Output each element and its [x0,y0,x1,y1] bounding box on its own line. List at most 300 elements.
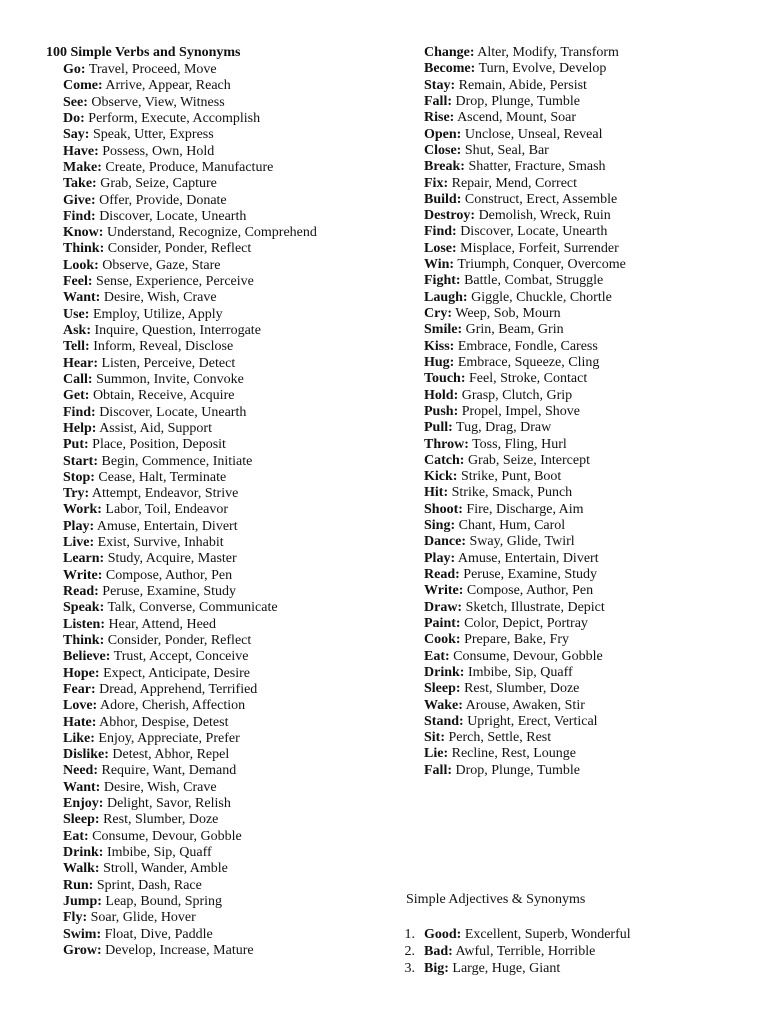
verb-entry [63,731,317,747]
verb-entry [63,551,317,567]
verb-entry [424,763,626,779]
verb-term: Come: [63,78,103,94]
verb-entry [424,45,626,61]
verb-term: Find: [424,224,457,240]
verb-synonyms: Compose, Author, Pen [105,567,233,583]
verb-entry [63,144,317,160]
verb-synonyms: Embrace, Fondle, Caress [457,338,598,354]
verb-synonyms: Giggle, Chuckle, Chortle [471,289,612,305]
verb-synonyms: Consider, Ponder, Reflect [107,241,252,257]
verb-synonyms: Possess, Own, Hold [102,143,215,159]
verb-synonyms: Hear, Attend, Heed [108,616,217,632]
verb-entry [63,454,317,470]
verb-synonyms: Arrive, Appear, Reach [105,78,231,94]
verb-entry [424,632,626,648]
verb-synonyms: Discover, Locate, Unearth [99,208,247,224]
verb-term: Play: [63,518,95,534]
verb-term: Jump: [63,893,102,909]
verb-synonyms: Create, Produce, Manufacture [105,159,274,175]
verb-synonyms: Grab, Seize, Intercept [467,452,590,468]
verb-entry [63,568,317,584]
verb-synonyms: Arouse, Awaken, Stir [465,697,585,713]
verb-entry [63,796,317,812]
verb-entry [63,437,317,453]
verb-term: Try: [63,486,90,502]
verb-synonyms: Imbibe, Sip, Quaff [106,845,212,860]
verb-synonyms: Labor, Toil, Endeavor [105,502,228,518]
verb-synonyms: Require, Want, Demand [101,763,237,779]
verb-synonyms: Peruse, Examine, Study [102,584,237,599]
verb-synonyms: Inquire, Question, Interrogate [94,323,261,338]
verb-synonyms: Embrace, Squeeze, Cling [457,354,600,370]
verb-synonyms: Sense, Experience, Perceive [96,274,254,290]
verb-term: Break: [424,159,465,175]
verb-entry [424,616,626,632]
verb-term: Sing: [424,518,456,534]
verb-entry [63,894,317,910]
list-number: 2. [404,944,415,959]
verb-term: Fall: [424,762,452,778]
verb-term: Paint: [424,615,461,631]
verb-synonyms: Travel, Proceed, Move [88,62,217,77]
verb-synonyms: Recline, Rest, Lounge [451,746,577,762]
verb-term: Have: [63,143,99,159]
verb-entry [424,290,626,306]
verb-term: Push: [424,403,459,419]
verb-synonyms: Demolish, Wreck, Ruin [478,208,611,224]
verb-term: Stand: [424,713,464,729]
verb-entry [63,339,317,355]
verb-entry [63,519,317,535]
verb-term: Call: [63,371,93,387]
verb-synonyms: Prepare, Bake, Fry [464,632,570,648]
verb-term: Help: [63,420,97,436]
adjective-entry [404,926,631,943]
verb-entry [63,470,317,486]
verb-term: Dance: [424,534,466,550]
verb-entry [424,339,626,355]
verb-term: Write: [63,567,103,583]
verb-term: Destroy: [424,208,476,224]
verb-entry [63,95,317,111]
verb-term: Go: [63,62,86,77]
verb-entry [63,323,317,339]
verb-synonyms: Discover, Locate, Unearth [460,224,608,240]
verb-synonyms: Desire, Wish, Crave [103,290,217,306]
verb-entry [424,534,626,550]
verb-term: Hug: [424,354,455,370]
verb-synonyms: Sway, Glide, Twirl [469,534,575,550]
verb-entry [63,111,317,127]
verb-synonyms: Expect, Anticipate, Desire [103,665,251,681]
adjective-synonyms: Awful, Terrible, Horrible [455,944,596,959]
adjective-term: Good: [424,927,462,942]
page-title: 100 Simple Verbs and Synonyms [46,45,241,60]
verb-entry [424,681,626,697]
verb-entry [424,61,626,77]
verb-entry [63,127,317,143]
verb-term: Close: [424,142,462,158]
verb-entry [63,829,317,845]
verb-term: Get: [63,388,90,404]
verb-synonyms: Drop, Plunge, Tumble [455,762,580,778]
verb-term: Read: [424,567,460,582]
verb-term: Eat: [63,828,89,844]
verb-entry [424,257,626,273]
verb-synonyms: Remain, Abide, Persist [458,77,587,93]
verb-entry [63,388,317,404]
verb-synonyms: Employ, Utilize, Apply [92,306,223,322]
verb-entry [424,567,626,583]
verb-entry [424,208,626,224]
verb-synonyms: Consume, Devour, Gobble [92,828,242,844]
verb-synonyms: Sketch, Illustrate, Depict [465,599,605,615]
verb-synonyms: Upright, Erect, Vertical [467,713,598,729]
verb-entry [424,176,626,192]
verb-synonyms: Amuse, Entertain, Divert [96,518,238,534]
verb-term: Stop: [63,469,95,485]
verb-term: Make: [63,159,102,175]
verb-term: Draw: [424,599,463,615]
verb-synonyms: Misplace, Forfeit, Surrender [460,240,619,256]
verb-entry [424,127,626,143]
verb-entry [424,355,626,371]
verb-synonyms: Propel, Impel, Shove [461,403,580,419]
adjective-term: Big: [424,961,449,976]
verb-entry [424,453,626,469]
verb-term: Fix: [424,175,449,191]
verb-term: Kiss: [424,338,455,354]
verb-entry [63,698,317,714]
verb-term: Feel: [63,274,93,290]
verb-term: Catch: [424,452,465,468]
verb-entry [424,306,626,322]
adjectives-heading: Simple Adjectives & Synonyms [406,892,586,907]
verb-term: Tell: [63,339,90,355]
verb-term: Find: [63,404,96,420]
verb-synonyms: Adore, Cherish, Affection [99,698,246,714]
verb-entry [63,666,317,682]
verb-entry [63,649,317,665]
verb-synonyms: Detest, Abhor, Repel [112,747,230,763]
verb-entry [63,225,317,241]
verb-synonyms: Summon, Invite, Convoke [96,371,244,387]
verb-term: Work: [63,502,102,518]
verb-term: Sit: [424,730,445,746]
verb-term: Smile: [424,322,463,338]
verb-term: Drink: [424,664,465,680]
verb-entry [424,665,626,681]
verb-entry [424,241,626,257]
verb-entry [63,943,317,959]
verb-term: Want: [63,290,101,306]
verb-synonyms: Exist, Survive, Inhabit [97,535,224,551]
verb-entry [63,617,317,633]
verb-synonyms: Toss, Fling, Hurl [472,436,567,452]
verb-entry [424,469,626,485]
verb-synonyms: Unclose, Unseal, Reveal [464,126,603,142]
verb-entry [424,404,626,420]
verb-term: Enjoy: [63,796,104,812]
verb-term: Fear: [63,681,96,697]
verb-term: Grow: [63,942,102,958]
verb-term: Cry: [424,306,452,321]
verb-term: See: [63,94,88,110]
verb-synonyms: Place, Position, Deposit [92,437,226,453]
verb-term: Put: [63,437,89,453]
verb-term: Listen: [63,616,105,632]
verb-synonyms: Fire, Discharge, Aim [466,501,584,517]
verb-entry [424,649,626,665]
verb-entry [63,421,317,437]
verb-synonyms: Leap, Bound, Spring [105,893,223,909]
verbs-column-right [424,45,626,779]
verb-synonyms: Offer, Provide, Donate [99,192,227,208]
verb-synonyms: Weep, Sob, Mourn [455,306,561,321]
verb-synonyms: Float, Dive, Paddle [104,926,213,942]
verb-entry [63,812,317,828]
verb-term: Laugh: [424,289,468,305]
verb-synonyms: Strike, Punt, Boot [460,469,562,485]
verb-synonyms: Construct, Erect, Assemble [464,191,618,207]
verb-term: Kick: [424,469,458,485]
verb-synonyms: Cease, Halt, Terminate [98,469,227,485]
verb-term: Wake: [424,697,463,713]
verb-term: Build: [424,191,462,207]
verb-term: Think: [63,241,105,257]
verb-synonyms: Soar, Glide, Hover [90,910,196,926]
verb-entry [424,94,626,110]
verb-entry [63,307,317,323]
verb-entry [63,274,317,290]
verb-entry [63,78,317,94]
verb-term: Find: [63,208,96,224]
verb-entry [63,600,317,616]
verb-synonyms: Shut, Seal, Bar [464,142,549,158]
verb-term: Speak: [63,600,105,616]
verb-term: Cook: [424,632,461,648]
verb-term: Ask: [63,323,92,338]
verb-synonyms: Inform, Reveal, Disclose [93,339,234,355]
verb-term: Lie: [424,746,449,762]
verb-synonyms: Enjoy, Appreciate, Prefer [98,730,240,746]
verb-entry [63,535,317,551]
verb-entry [63,584,317,600]
verb-synonyms: Amuse, Entertain, Divert [457,550,599,566]
verb-synonyms: Listen, Perceive, Detect [101,355,236,371]
verb-synonyms: Consider, Ponder, Reflect [107,632,252,648]
verb-term: Do: [63,110,85,126]
verb-entry [424,502,626,518]
verb-entry [424,224,626,240]
verb-entry [63,62,317,78]
verb-entry [424,371,626,387]
verb-term: Hear: [63,355,98,371]
verb-entry [424,420,626,436]
verb-synonyms: Trust, Accept, Conceive [113,649,249,665]
verb-entry [424,485,626,501]
verb-entry [424,437,626,453]
verb-entry [63,258,317,274]
verb-entry [424,159,626,175]
adjective-synonyms: Large, Huge, Giant [452,961,561,976]
verb-synonyms: Repair, Mend, Correct [451,175,578,191]
verb-term: Fly: [63,910,88,926]
verb-entry [63,747,317,763]
verb-entry [424,273,626,289]
verb-term: Open: [424,126,462,142]
verb-entry [424,600,626,616]
verb-synonyms: Talk, Converse, Communicate [107,600,278,616]
verb-synonyms: Peruse, Examine, Study [463,567,598,582]
verb-term: Sleep: [63,812,100,828]
verb-entry [63,176,317,192]
verb-entry [63,927,317,943]
verb-synonyms: Study, Acquire, Master [107,551,237,567]
adjective-entry [404,943,631,960]
verb-term: Know: [63,225,104,241]
verb-entry [63,405,317,421]
verb-term: Start: [63,453,98,469]
verb-term: Read: [63,584,99,599]
verb-entry [63,910,317,926]
verb-entry [63,356,317,372]
verb-term: Say: [63,127,90,143]
verb-entry [63,290,317,306]
verb-synonyms: Consume, Devour, Gobble [453,648,603,664]
verb-entry [424,143,626,159]
verb-synonyms: Grab, Seize, Capture [100,176,217,192]
verb-entry [63,241,317,257]
verb-entry [63,715,317,731]
verb-synonyms: Discover, Locate, Unearth [99,404,247,420]
verb-synonyms: Tug, Drag, Draw [456,420,552,436]
verb-synonyms: Sprint, Dash, Race [96,877,202,893]
verb-synonyms: Imbibe, Sip, Quaff [467,664,573,680]
adjective-term: Bad: [424,944,453,959]
verb-synonyms: Speak, Utter, Express [92,127,214,143]
verb-entry [424,78,626,94]
verb-term: Win: [424,257,455,273]
verb-term: Hold: [424,387,459,403]
verb-synonyms: Ascend, Mount, Soar [457,110,577,126]
verb-term: Love: [63,698,98,714]
verb-entry [424,322,626,338]
verb-entry [63,878,317,894]
verb-synonyms: Rest, Slumber, Doze [103,812,219,828]
verb-term: Stay: [424,77,456,93]
verb-entry [63,160,317,176]
verb-synonyms: Understand, Recognize, Comprehend [106,225,317,241]
verb-term: Use: [63,306,90,322]
verb-synonyms: Begin, Commence, Initiate [101,453,253,469]
verbs-column-left [63,62,317,959]
verb-entry [424,698,626,714]
verb-entry [63,193,317,209]
verb-term: Want: [63,779,101,795]
verb-entry [63,486,317,502]
verb-entry [424,388,626,404]
verb-synonyms: Abhor, Despise, Detest [99,714,229,730]
verb-term: Lose: [424,240,457,256]
verb-synonyms: Alter, Modify, Transform [477,45,619,60]
verb-term: Think: [63,632,105,648]
verb-synonyms: Observe, View, Witness [91,94,225,110]
verb-entry [63,633,317,649]
verb-term: Swim: [63,926,102,942]
verb-term: Live: [63,535,95,551]
verb-term: Rise: [424,110,455,126]
verb-synonyms: Turn, Evolve, Develop [478,61,607,77]
verb-synonyms: Compose, Author, Pen [466,583,594,599]
verb-term: Believe: [63,649,111,665]
verb-synonyms: Grin, Beam, Grin [465,322,564,338]
verb-term: Touch: [424,371,466,387]
verb-synonyms: Grasp, Clutch, Grip [461,387,573,403]
verb-synonyms: Perform, Execute, Accomplish [88,110,261,126]
verb-term: Like: [63,730,95,746]
verb-term: Drink: [63,845,104,860]
verb-entry [424,714,626,730]
verb-term: Throw: [424,436,469,452]
verb-entry [63,682,317,698]
verb-entry [424,518,626,534]
adjective-synonyms: Excellent, Superb, Wonderful [464,927,631,942]
verb-synonyms: Dread, Apprehend, Terrified [99,681,258,697]
verb-term: Take: [63,176,97,192]
verb-synonyms: Shatter, Fracture, Smash [468,159,606,175]
verb-term: Give: [63,192,96,208]
verb-synonyms: Chant, Hum, Carol [458,518,566,534]
verb-entry [63,763,317,779]
verb-synonyms: Rest, Slumber, Doze [464,681,580,697]
verb-synonyms: Drop, Plunge, Tumble [455,93,580,109]
verb-term: Need: [63,763,98,779]
verb-entry [424,110,626,126]
verb-entry [63,372,317,388]
verb-term: Run: [63,877,94,893]
verb-term: Become: [424,61,476,77]
verb-entry [424,551,626,567]
verb-synonyms: Attempt, Endeavor, Strive [91,486,239,502]
verb-synonyms: Develop, Increase, Mature [105,942,254,958]
verb-term: Fight: [424,273,461,289]
verb-entry [63,780,317,796]
verb-synonyms: Stroll, Wander, Amble [103,861,228,877]
verb-term: Shoot: [424,501,463,517]
verb-term: Pull: [424,420,453,436]
verb-term: Hope: [63,665,100,681]
verb-entry [63,845,317,861]
adjectives-list [404,926,631,977]
verb-synonyms: Assist, Aid, Support [99,420,212,436]
verb-term: Walk: [63,861,100,877]
verb-synonyms: Observe, Gaze, Stare [102,257,221,273]
verb-term: Dislike: [63,747,109,763]
verb-synonyms: Color, Depict, Portray [464,615,588,631]
verb-entry [63,861,317,877]
verb-term: Fall: [424,93,452,109]
verb-entry [424,192,626,208]
verb-synonyms: Obtain, Receive, Acquire [92,388,235,404]
verb-term: Play: [424,550,456,566]
verb-synonyms: Feel, Stroke, Contact [469,371,588,387]
verb-synonyms: Strike, Smack, Punch [451,485,573,501]
verb-entry [63,209,317,225]
verb-synonyms: Perch, Settle, Rest [448,730,552,746]
verb-entry [424,746,626,762]
verb-entry [424,583,626,599]
